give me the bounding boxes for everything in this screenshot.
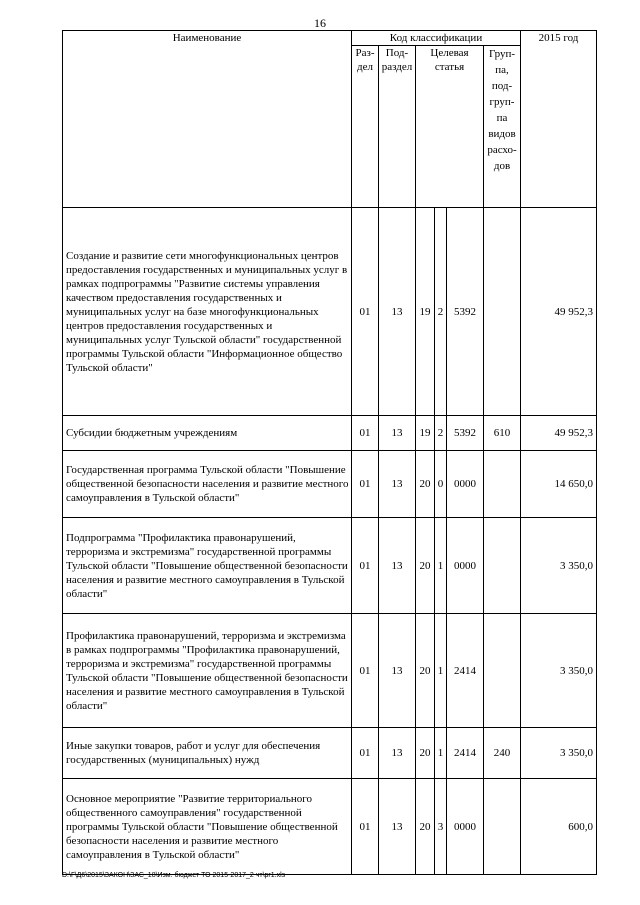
row-name: Создание и развитие сети многофункциональных центров предоставления государственных и муниципальных услуг в рамках подпрограммы "Развитие системы управления качеством предоставления государственных и муниципальных услуг на базе многофункциональных центров предоставления государственных и муниципальных услуг Тульской области" государственной программы Тульской области "Информационное общество Тульской области"	[63, 208, 352, 416]
row-name: Государственная программа Тульской области "Повышение общественной безопасности населения и развитие местного самоуправления в Тульской области"	[63, 451, 352, 518]
row-target-program: 19	[416, 208, 435, 416]
row-podrazdel: 13	[379, 728, 416, 779]
table-row	[63, 779, 597, 875]
row-name: Иные закупки товаров, работ и услуг для обеспечения государственных (муниципальных) нужд	[63, 728, 352, 779]
row-expense-type: 240	[484, 728, 521, 779]
row-target-program: 20	[416, 451, 435, 518]
row-razdel: 01	[352, 614, 379, 728]
row-amount: 49 952,3	[521, 416, 597, 451]
row-razdel: 01	[352, 208, 379, 416]
table-row	[63, 451, 597, 518]
row-razdel: 01	[352, 416, 379, 451]
row-amount: 600,0	[521, 779, 597, 875]
header-name: Наименование	[63, 31, 352, 208]
row-expense-type	[484, 451, 521, 518]
header-target: Целевая статья	[416, 46, 484, 208]
row-razdel: 01	[352, 518, 379, 614]
row-amount: 49 952,3	[521, 208, 597, 416]
file-path-footer: D:\Г\Д6\2015\ЗАКОН\ЗАС_18\Изм. бюджет ТО 2015-2017_2 чт\pr1.xls	[62, 872, 286, 879]
row-name: Субсидии бюджетным учреждениям	[63, 416, 352, 451]
table-row	[63, 614, 597, 728]
row-target-program: 20	[416, 518, 435, 614]
row-expense-type	[484, 208, 521, 416]
row-target-direction: 2414	[447, 614, 484, 728]
row-target-direction: 5392	[447, 416, 484, 451]
row-podrazdel: 13	[379, 614, 416, 728]
row-podrazdel: 13	[379, 518, 416, 614]
row-expense-type	[484, 614, 521, 728]
row-podrazdel: 13	[379, 208, 416, 416]
row-target-program: 20	[416, 779, 435, 875]
row-target-direction: 0000	[447, 518, 484, 614]
table-row	[63, 208, 597, 416]
row-podrazdel: 13	[379, 779, 416, 875]
header-podrazdel: Под- раздел	[379, 46, 416, 208]
row-podrazdel: 13	[379, 416, 416, 451]
row-amount: 3 350,0	[521, 728, 597, 779]
table-row	[63, 416, 597, 451]
row-razdel: 01	[352, 451, 379, 518]
header-razdel: Раз- дел	[352, 46, 379, 208]
row-expense-type: 610	[484, 416, 521, 451]
row-podrazdel: 13	[379, 451, 416, 518]
table-row	[63, 518, 597, 614]
row-target-program: 20	[416, 614, 435, 728]
row-target-subprogram: 0	[435, 451, 447, 518]
row-razdel: 01	[352, 779, 379, 875]
row-target-direction: 0000	[447, 451, 484, 518]
header-classification: Код классификации	[352, 31, 521, 46]
row-expense-type	[484, 779, 521, 875]
row-target-subprogram: 3	[435, 779, 447, 875]
row-name: Подпрограмма "Профилактика правонарушений, терроризма и экстремизма" государственной программы Тульской области "Повышение общественной безопасности населения и развитие местного самоуправления в Тульской области"	[63, 518, 352, 614]
row-name: Профилактика правонарушений, терроризма и экстремизма в рамках подпрограммы "Профилактика правонарушений, терроризма и экстремизма" государственной программы Тульской области "Повышение общественной безопасности населения и развитие местного самоуправления в Тульской области"	[63, 614, 352, 728]
row-amount: 3 350,0	[521, 518, 597, 614]
row-target-direction: 0000	[447, 779, 484, 875]
row-target-subprogram: 2	[435, 208, 447, 416]
row-target-subprogram: 1	[435, 728, 447, 779]
row-target-direction: 5392	[447, 208, 484, 416]
row-target-subprogram: 2	[435, 416, 447, 451]
page-number: 16	[314, 16, 326, 30]
table-row	[63, 728, 597, 779]
budget-table	[62, 30, 597, 875]
row-razdel: 01	[352, 728, 379, 779]
row-target-program: 19	[416, 416, 435, 451]
header-year: 2015 год	[521, 31, 597, 208]
row-target-program: 20	[416, 728, 435, 779]
row-target-direction: 2414	[447, 728, 484, 779]
header-group: Груп- па, под- груп- па видов расхо- дов	[484, 46, 521, 208]
row-name: Основное мероприятие "Развитие территориального общественного самоуправления" государственной программы Тульской области "Повышение общественной безопасности населения и развитие местного самоуправления в Тульской области"	[63, 779, 352, 875]
row-amount: 14 650,0	[521, 451, 597, 518]
row-expense-type	[484, 518, 521, 614]
row-target-subprogram: 1	[435, 518, 447, 614]
row-amount: 3 350,0	[521, 614, 597, 728]
row-target-subprogram: 1	[435, 614, 447, 728]
